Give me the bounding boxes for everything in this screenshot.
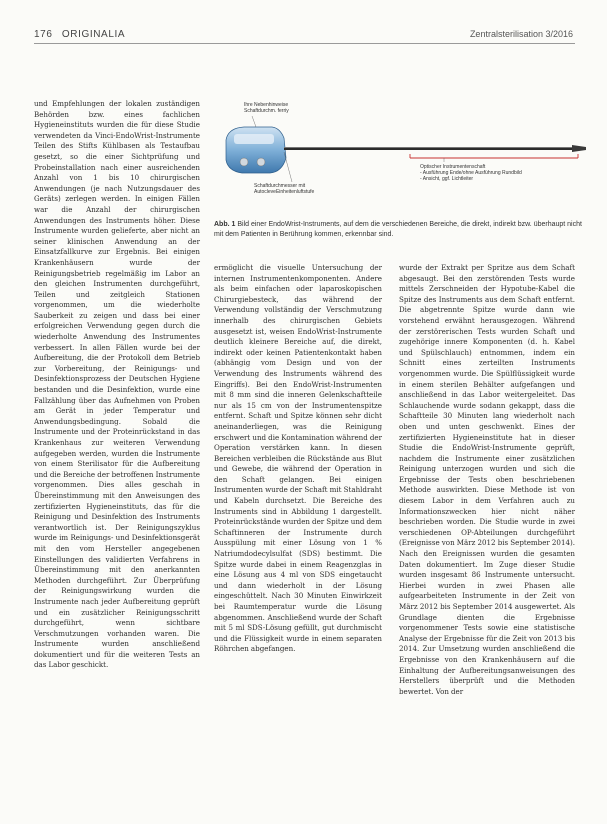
figure-caption xyxy=(214,220,584,240)
column-3-text: wurde der Extrakt per Spritze aus dem Schaft abgesaugt. Bei den zerstörenden Tests wurde mittels Zerschneiden der Hypotube-Kabel die Spitze des Instruments aus dem Schaft entfernt. Die abgetrennte Spitze wurde dann wie vorstehend erwähnt herausgezogen. Während der zerstörerischen Tests wurden Schaft und zugehörige innere Komponenten (d. h. Kabel und Spülschlauch) entnommen, indem ein Schnitt eines zerteilten Instruments vorgenommen wurde. Die Spülflüssigkeit wurde in einem sterilen Behälter aufgefangen und anschließend in das Labor weitergeleitet. Das Schlauchende wurde sodann gekappt, dass die Schaftteile 30 Minuten lang wiederholt nach oben und unten geschwenkt. Eines der zertifizierten Hygieneinstitute hat in dieser Studie die EndoWrist-Instrumente geprüft, nachdem die Instrumente einer zusätzlichen Reinigung unterzogen wurden und sich die Ergebnisse der Tests oben beschriebenen Methode auswirkten. Diese Methode ist von diesem Labor in dem Verfahren auch zu Informationszwecken hier nicht näher beschrieben worden. Die Studie wurde in zwei verschiedenen OP-Abteilungen durchgeführt (Ereignisse von März 2012 bis September 2014). Nach den Ereignissen wurden die gesamten Daten dokumentiert. Im Zuge dieser Studie wurden insgesamt 86 Instrumente untersucht. Hierbei wurden in zwei Phasen alle aufgearbeiteten Instrumente in der Zeit von März 2012 bis September 2014 ausgewertet. Als Grundlage dienten die Ergebnisse vorgenommener Tests sowie eine statistische Analyse der Ergebnisse für die Zeit von 2013 bis 2014. Zur Umsetzung wurden anschließend die Ergebnisse von den Krankenhäusern auf die Einhaltung der Aufbereitungsanweisungen des Herstellers überprüft und die Methoden bewertet. Von der xyxy=(399,263,575,696)
column-2-text: ermöglicht die visuelle Untersuchung der internen Instrumentenkomponenten. Andere als beim einfachen oder laparoskopischen Chirurgiebesteck, das während der Verwendung vollständig der Verschmutzung innerhalb des chirurgischen Gebiets ausgesetzt ist, weisen EndoWrist-Instrumente deutlich kleinere Bereiche auf, die direkt, indirekt oder keinen Patientenkontakt haben (abhängig vom Design und von der Verwendung des Instruments während des Eingriffs). Bei den EndoWrist-Instrumenten mit 8 mm sind die inneren Gelenkschaftteile nur als 15 cm von der Instrumentenspitze entfernt. Schaft und Spitze können sehr dicht aneinanderliegen, was die Reinigung erschwert und die Kontamination während der Operation verstärken kann. In diesen Bereichen verbleiben die Rückstände aus Blut und Gewebe, die während der Operation in den Schaft gelangen. Bei einigen Instrumenten wurde der Schaft mit Stahldraht und Kabeln durchsetzt. Die Bereiche des Instruments sind in Abbildung 1 dargestellt. Proteinrückstände wurden der Spitze und dem Schaftinneren der Instrumente durch Ausspülung mit einer Lösung von 1 % Natriumdodecylsulfat (SDS) bestimmt. Die Spitze wurde dabei in einem Reagenzglas in eine Lösung aus 4 ml von SDS eingetaucht und dann wiederholt in der Lösung eingeschüttelt. Nach 30 Minuten Einwirkzeit bei Raumtemperatur wurde die Lösung abgenommen. Anschließend wurde der Schaft mit 5 ml SDS-Lösung gefüllt, gut durchmischt und die Flüssigkeit wurde in einem separaten Röhrchen abgefangen. xyxy=(214,263,382,654)
figure-endowrist xyxy=(214,100,589,213)
header-rule xyxy=(34,43,575,44)
text-column-1 xyxy=(34,99,200,671)
text-column-3 xyxy=(399,263,575,697)
column-1-text: und Empfehlungen der lokalen zuständigen Behörden bzw. eines fachlichen Hygieneinstituts wurden die für diese Studie verwendeten da Vinci-EndoWrist-Instrumente Teilen des Stifts Kühlbasen als Testaufbau gesetzt, so die einer Sichtprüfung und Probeinstallation nach einer ausreichenden Anzahl von 1 bis 10 chirurgischen Anwendungen (je nach Nutzungsdauer des Geräts) zerlegen werden. In einigen Fällen war die Anzahl der chirurgischen Anwendungen des Instruments höher. Diese Instrumente wurden gelieferte, aber nicht an seiner klinischen Anwendung an der Einsatzfallkurve zur Ergebnis. Bei einigen Krankenhäusern wurde der Reinigungsbetrieb regelmäßig im Labor an den gleichen Instrumenten durchgeführt, Teilen und zeitgleich Stationen vorgenommen, um die wiederholte Sauberkeit zu zeigen und dass bei einer erfolgreichen Verwendung gegen durch die wiederholte Anwendung des Instrumentes verbessert. In allen Fällen wurde bei der Aufbereitung, die der Protokoll dem Betrieb zur Vorbereitung, der Reinigungs- und Desinfektionsprozess der Deutschen Hygiene bestanden und die Desinfektion, wurde eine Fallzählung über das Aufnehmen von Proben am Gerät in jeder Temperatur und Anwendungsbedingung. Sobald die Instrumente und der Proteinrückstand in das Krankenhaus zur weiteren Verwendung aufgegeben werden, wurden die Instrumente von einem Sterilisator für die Aufbereitung und die Bereiche der betroffenen Instrumente vorgenommen. Dies alles geschah in Übereinstimmung mit den Anweisungen des zertifizierten Hygieneinstituts, das für die Reinigung und Desinfektion des Instruments verantwortlich ist. Der Reinigungszyklus wurde im Reinigungs- und Desinfektionsgerät mit den vom Hersteller angegebenen Einstellungen des validierten Verfahrens in Übereinstimmung mit den anerkannten Methoden durchgeführt. Zur Überprüfung der Reinigungswirkung wurden die Instrumente nach jeder Aufbereitung geprüft und ein zusätzlicher Reinigungsschritt durchgeführt, wenn sichtbare Verschmutzungen vorhanden waren. Die Instrumente wurden anschließend dokumentiert und für die weiteren Tests an das Labor geschickt. xyxy=(34,99,200,670)
callout-shaft-diameter: Schaftdurchmesser mit AutocleveEinheitenluftstufe xyxy=(254,183,315,195)
endowrist-instrument-illustration xyxy=(214,100,589,213)
header-left xyxy=(34,29,125,40)
caption-label: Abb. 1 xyxy=(214,221,236,228)
callout-housing: Ihre Nebenhinweise Schaftdurchm. ferriy xyxy=(244,102,289,114)
journal-issue: Zentralsterilisation 3/2016 xyxy=(469,29,573,39)
section-title: ORIGINALIA xyxy=(61,29,126,40)
text-column-2 xyxy=(214,263,382,655)
page-header xyxy=(0,0,607,40)
caption-text: Bild einer EndoWrist-Instruments, auf dem die verschiedenen Bereiche, die direkt, indirekt bzw. überhaupt nicht mit dem Patienten in Berührung kommen, erkennbar sind. xyxy=(214,221,582,238)
page-number: 176 xyxy=(34,29,53,40)
callout-shaft-tip: Optischer Instrumentenschaft - Ausführung Ende/ohne Ausführung Rundbild - Ansicht, ggf. Lichtleiter xyxy=(420,164,522,182)
